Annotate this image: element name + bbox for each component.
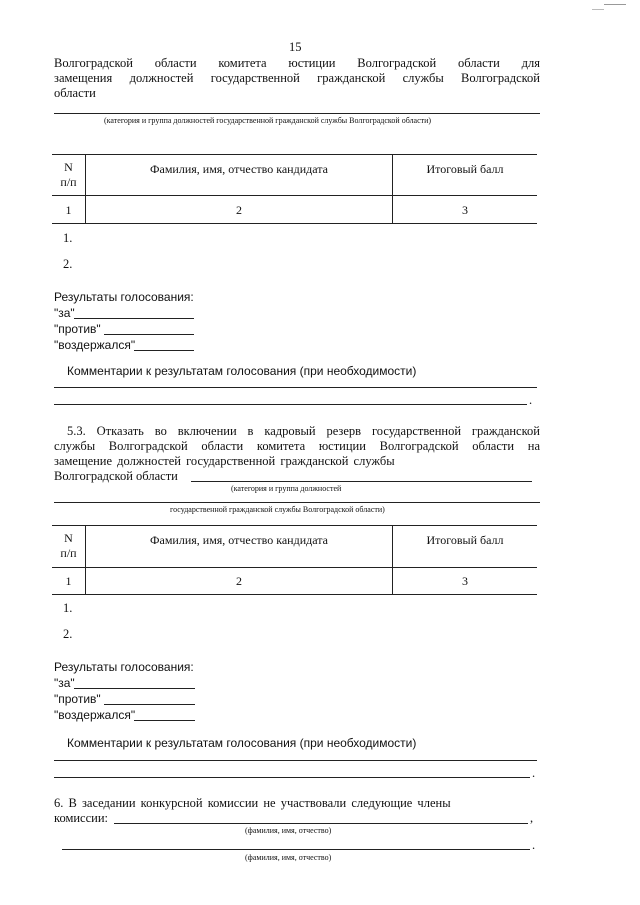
comments-period: . [529,393,533,407]
comments-label: Комментарии к результатам голосования (при необходимости) [67,736,417,750]
vote-for-label: "за" [54,306,75,320]
vote-against-label: "против" [54,322,101,336]
absent-members-line-2 [62,849,530,850]
category-caption-1: (категория и группа должностей [231,484,342,493]
category-line [191,481,532,482]
header-total-score: Итоговый балл [426,533,504,547]
section-53-line-2: службы Волгоградской области комитета юстиции Волгоградской области на [54,439,540,453]
list-item: 1. [63,601,73,615]
comments-line-2 [54,777,530,778]
category-line-2 [54,502,540,503]
column-number-2: 2 [236,574,242,588]
header-number: N п/п [60,531,77,560]
absent-members-period: . [532,838,536,852]
vote-for-line [74,688,195,689]
column-number-3: 3 [462,574,468,588]
header-total-score: Итоговый балл [426,162,504,176]
vote-abstain-line [134,350,194,351]
full-name-caption-2: (фамилия, имя, отчество) [245,853,332,862]
comments-line-1 [54,387,537,388]
list-item: 2. [63,627,73,641]
category-caption: (категория и группа должностей государственной гражданской службы Волгоградской области) [104,116,432,125]
category-caption-2: государственной гражданской службы Волгоградской области) [170,505,385,514]
voting-results-title: Результаты голосования: [54,290,194,304]
vote-for-line [74,318,194,319]
full-name-caption-1: (фамилия, имя, отчество) [245,826,332,835]
comments-label: Комментарии к результатам голосования (при необходимости) [67,364,417,378]
intro-line-1: Волгоградской области комитета юстиции Волгоградской области для [54,56,540,70]
vote-against-label: "против" [54,692,101,706]
section-53-line-4: Волгоградской области [54,469,178,483]
intro-line-2: замещения должностей государственной гражданской службы Волгоградской [54,71,540,85]
comments-line-2 [54,404,527,405]
header-full-name: Фамилия, имя, отчество кандидата [150,533,328,547]
section-53-line-1: 5.3. Отказать во включении в кадровый резерв государственной гражданской [67,424,540,438]
vote-for-label: "за" [54,676,75,690]
scan-artifact [592,9,604,10]
page-number: 15 [289,40,302,54]
column-number-3: 3 [462,203,468,217]
section-53-line-3: замещение должностей государственной гражданской службы [54,454,395,468]
category-line [54,113,540,114]
section-6-line-2: комиссии: [54,811,108,825]
vote-abstain-line [134,720,195,721]
vote-abstain-label: "воздержался" [54,708,136,722]
scan-artifact [604,4,626,5]
voting-results-title: Результаты голосования: [54,660,194,674]
header-number: N п/п [60,160,77,189]
absent-members-line-1 [114,823,528,824]
comments-period: . [532,766,536,780]
comments-line-1 [54,760,537,761]
vote-against-line [104,704,195,705]
intro-line-3: области [54,86,96,100]
header-full-name: Фамилия, имя, отчество кандидата [150,162,328,176]
column-number-1: 1 [65,574,72,588]
column-number-2: 2 [236,203,242,217]
vote-against-line [104,334,194,335]
column-number-1: 1 [65,203,72,217]
absent-members-comma: , [530,811,534,825]
list-item: 1. [63,231,73,245]
list-item: 2. [63,257,73,271]
section-6-line-1: 6. В заседании конкурсной комиссии не участвовали следующие члены [54,796,451,810]
vote-abstain-label: "воздержался" [54,338,136,352]
